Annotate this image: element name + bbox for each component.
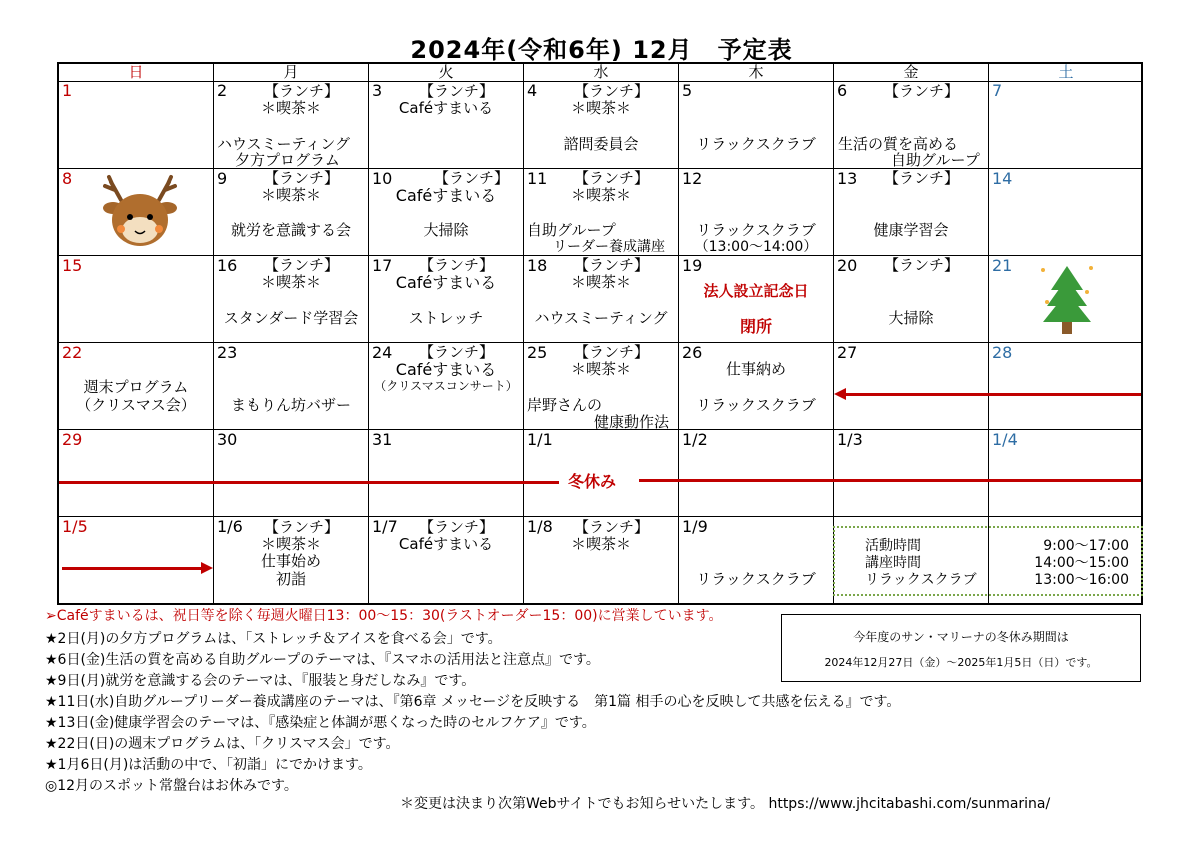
- event: 仕事納め: [725, 360, 786, 378]
- page-title: 2024年(令和6年) 12月 予定表: [410, 36, 793, 64]
- hours-time: 9:00～17:00: [1043, 538, 1129, 554]
- note: ★11日(水)自助グループリーダー養成講座のテーマは、『第6章 メッセージを反映する 第1篇 相手の心を反映して共感を伝える』です。: [45, 694, 901, 710]
- day-number: 29: [62, 430, 83, 449]
- day-number: 1/4: [992, 430, 1018, 449]
- day-number: 13: [837, 169, 858, 188]
- day-number: 22: [62, 343, 83, 362]
- lunch-tag: 【ランチ】: [264, 169, 340, 187]
- day-number: 7: [992, 81, 1003, 100]
- hours-label: 講座時間: [865, 555, 921, 571]
- note: ★22日(日)の週末プログラムは、「クリスマス会」です。: [45, 736, 400, 752]
- cafe-event: Caféすまいる: [395, 360, 497, 379]
- cafe-event: ＊喫茶＊: [570, 535, 631, 553]
- winter-break-line: [59, 481, 559, 484]
- event: リーダー養成講座: [553, 239, 665, 255]
- lunch-tag: 【ランチ】: [574, 343, 650, 361]
- event: 健康学習会: [873, 221, 949, 239]
- holiday-box-line: 今年度のサン・マリーナの冬休み期間は: [853, 630, 1069, 644]
- cafe-event: ＊喫茶＊: [260, 273, 321, 291]
- day-number: 8: [62, 169, 73, 188]
- cafe-note: ➢Caféすまいるは、祝日等を除く毎週火曜日13：00～15：30(ラストオーダー15：00)に営業しています。: [45, 608, 723, 624]
- day-number: 4: [527, 81, 538, 100]
- day-number: 14: [992, 169, 1013, 188]
- event: ハウスミーティング: [534, 309, 668, 327]
- day-number: 1/6: [217, 517, 243, 536]
- day-number: 19: [682, 256, 703, 275]
- weekday-tue: 火: [438, 63, 454, 81]
- day-number: 15: [62, 256, 83, 275]
- day-number: 20: [837, 256, 858, 275]
- day-number: 25: [527, 343, 548, 362]
- hours-label: リラックスクラブ: [865, 572, 977, 588]
- event: ハウスミーティング: [217, 135, 351, 153]
- event: まもりん坊バザー: [230, 396, 351, 414]
- reindeer-illustration: [99, 174, 181, 250]
- weekday-sun: 日: [128, 63, 144, 81]
- cafe-event: ＊喫茶＊: [570, 360, 631, 378]
- event: 初詣: [275, 570, 306, 588]
- day-number: 26: [682, 343, 703, 362]
- hours-label: 活動時間: [865, 538, 921, 554]
- day-number: 24: [372, 343, 393, 362]
- lunch-tag: 【ランチ】: [574, 82, 650, 100]
- weekday-mon: 月: [283, 63, 299, 81]
- event: 仕事始め: [260, 552, 321, 570]
- event: 就労を意識する会: [230, 221, 351, 239]
- event: ストレッチ: [408, 309, 484, 327]
- note: ★13日(金)健康学習会のテーマは、『感染症と体調が悪くなった時のセルフケア』です。: [45, 715, 596, 731]
- cafe-event: ＊喫茶＊: [570, 99, 631, 117]
- day-number: 1/1: [527, 430, 553, 449]
- day-number: 27: [837, 343, 858, 362]
- christmas-tree-illustration: [1037, 262, 1097, 338]
- event: 大掃除: [423, 221, 469, 239]
- day-number: 1: [62, 81, 73, 100]
- weekday-sat: 土: [1058, 63, 1074, 81]
- day-number: 1/7: [372, 517, 398, 536]
- day-number: 11: [527, 169, 548, 188]
- lunch-tag: 【ランチ】: [264, 256, 340, 274]
- event: スタンダード学習会: [223, 309, 359, 327]
- event-time: （13:00～14:00）: [694, 239, 818, 255]
- lunch-tag: 【ランチ】: [884, 169, 960, 187]
- lunch-tag: 【ランチ】: [884, 256, 960, 274]
- day-number: 9: [217, 169, 228, 188]
- winter-break-arrow-line: [844, 393, 1141, 396]
- weekday-thu: 木: [748, 63, 764, 81]
- day-number: 1/8: [527, 517, 553, 536]
- day-number: 1/3: [837, 430, 863, 449]
- day-number: 21: [992, 256, 1013, 275]
- weekday-wed: 水: [593, 63, 609, 81]
- hours-time: 14:00～15:00: [1034, 555, 1129, 571]
- arrow-right-icon: [201, 562, 213, 574]
- winter-break-label: 冬休み: [564, 473, 620, 490]
- event: リラックスクラブ: [696, 570, 816, 588]
- cafe-event: ＊喫茶＊: [260, 535, 321, 553]
- winter-break-arrow-line: [62, 567, 202, 570]
- note: ★9日(月)就労を意識する会のテーマは、『服装と身だしなみ』です。: [45, 673, 476, 689]
- day-number: 17: [372, 256, 393, 275]
- event: （クリスマス会）: [76, 396, 196, 414]
- cafe-event: ＊喫茶＊: [570, 273, 631, 291]
- day-number: 30: [217, 430, 238, 449]
- event: 健康動作法: [594, 413, 670, 431]
- winter-holiday-box: [781, 614, 1141, 682]
- cafe-event: ＊喫茶＊: [570, 186, 631, 204]
- event: 諮問委員会: [563, 135, 639, 153]
- lunch-tag: 【ランチ】: [434, 169, 510, 187]
- event: 自助グループ: [527, 221, 616, 239]
- calendar-grid: [57, 62, 1143, 605]
- lunch-tag: 【ランチ】: [574, 518, 650, 536]
- footer-note: ＊変更は決まり次第Webサイトでもお知らせいたします。 https://www.jhcitabashi.com/sunmarina/: [400, 796, 1051, 812]
- day-number: 10: [372, 169, 393, 188]
- day-number: 23: [217, 343, 238, 362]
- note: ★6日(金)生活の質を高める自助グループのテーマは、『スマホの活用法と注意点』です。: [45, 652, 600, 668]
- holiday-box-line: 2024年12月27日（金）～2025年1月5日（日）です。: [824, 656, 1098, 669]
- lunch-tag: 【ランチ】: [419, 518, 495, 536]
- cafe-event: Caféすまいる: [395, 186, 497, 205]
- lunch-tag: 【ランチ】: [419, 82, 495, 100]
- event: 自助グループ: [891, 151, 980, 169]
- note: ★1月6日(月)は活動の中で、「初詣」にでかけます。: [45, 757, 372, 773]
- day-number: 16: [217, 256, 238, 275]
- cafe-event: ＊喫茶＊: [260, 186, 321, 204]
- winter-break-line: [639, 479, 1141, 482]
- note: ★2日(月)の夕方プログラムは、「ストレッチ＆アイスを食べる会」です。: [45, 631, 502, 647]
- cafe-event: ＊喫茶＊: [260, 99, 321, 117]
- arrow-left-icon: [834, 388, 846, 400]
- event: 大掃除: [888, 309, 934, 327]
- day-number: 1/2: [682, 430, 708, 449]
- lunch-tag: 【ランチ】: [884, 82, 960, 100]
- lunch-tag: 【ランチ】: [419, 256, 495, 274]
- hours-box: [833, 526, 1143, 596]
- event: 生活の質を高める: [838, 135, 959, 153]
- event: リラックスクラブ: [696, 396, 816, 414]
- hours-time: 13:00～16:00: [1034, 572, 1129, 588]
- day-number: 31: [372, 430, 393, 449]
- day-number: 1/5: [62, 517, 88, 536]
- cafe-event: Caféすまいる: [398, 535, 494, 553]
- day-number: 6: [837, 81, 848, 100]
- lunch-tag: 【ランチ】: [574, 256, 650, 274]
- event: リラックスクラブ: [696, 135, 816, 153]
- day-number: 12: [682, 169, 703, 188]
- weekday-fri: 金: [903, 63, 919, 81]
- event: （クリスマスコンサート）: [374, 379, 518, 393]
- day-number: 5: [682, 81, 693, 100]
- event: 岸野さんの: [527, 396, 603, 414]
- note: ◎12月のスポット常盤台はお休みです。: [45, 778, 298, 794]
- day-number: 28: [992, 343, 1013, 362]
- lunch-tag: 【ランチ】: [574, 169, 650, 187]
- day-number: 18: [527, 256, 548, 275]
- holiday-label: 法人設立記念日: [703, 282, 809, 300]
- closed-label: 閉所: [739, 317, 772, 336]
- lunch-tag: 【ランチ】: [264, 82, 340, 100]
- event: リラックスクラブ: [696, 221, 816, 239]
- event: 週末プログラム: [83, 378, 189, 396]
- event: 夕方プログラム: [235, 151, 340, 169]
- cafe-event: Caféすまいる: [398, 99, 494, 117]
- cafe-event: Caféすまいる: [395, 273, 497, 292]
- day-number: 1/9: [682, 517, 708, 536]
- day-number: 2: [217, 81, 228, 100]
- lunch-tag: 【ランチ】: [419, 343, 495, 361]
- lunch-tag: 【ランチ】: [264, 518, 340, 536]
- day-number: 3: [372, 81, 383, 100]
